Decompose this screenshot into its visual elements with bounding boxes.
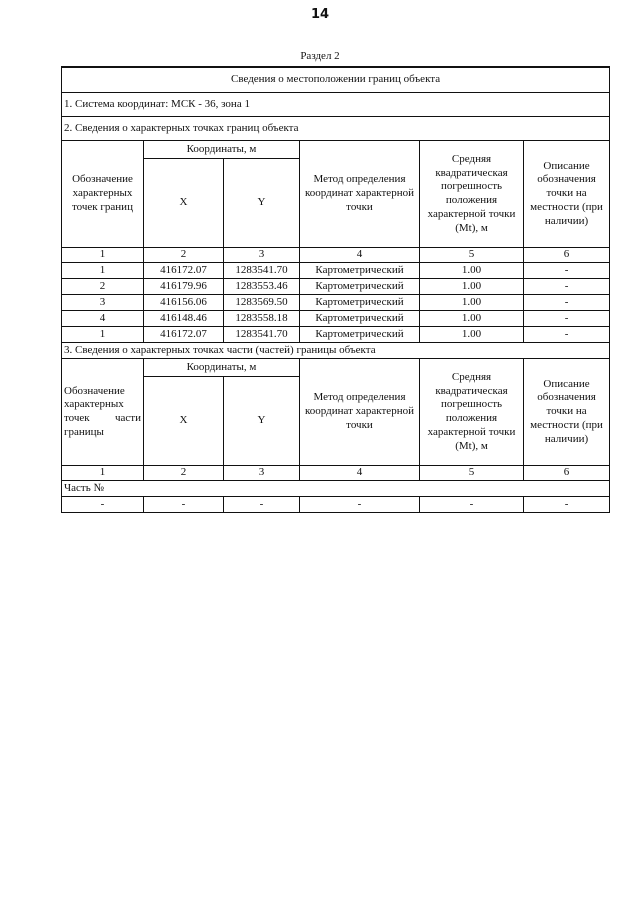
col-number: 2 [144,248,224,263]
section-title: Раздел 2 [300,50,340,62]
table-row [62,263,610,279]
error: 1.00 [420,327,524,343]
error: 1.00 [420,279,524,295]
point-id: 1 [62,263,144,279]
empty-cell: - [300,497,420,513]
coord-system: 1. Система координат: МСК - 36, зона 1 [62,93,610,117]
method: Картометрический [300,311,420,327]
col-number: 4 [300,248,420,263]
col-number: 4 [300,466,420,481]
empty-cell: - [224,497,300,513]
coord-y: 1283541.70 [224,263,300,279]
error: 1.00 [420,263,524,279]
description: - [524,295,610,311]
section2-heading: 2. Сведения о характерных точках границ объекта [62,117,610,141]
table-row [62,295,610,311]
point-id: 3 [62,295,144,311]
table-row [62,279,610,295]
header-x: X [144,377,224,466]
col-number: 6 [524,248,610,263]
coord-x: 416156.06 [144,295,224,311]
empty-cell: - [524,497,610,513]
designation-line: границы [64,425,104,438]
header-y: Y [224,377,300,466]
description: - [524,327,610,343]
point-id: 4 [62,311,144,327]
description: - [524,311,610,327]
coord-x: 416179.96 [144,279,224,295]
header-method: Метод определения координат характерной точки [300,359,420,466]
error: 1.00 [420,295,524,311]
coord-y: 1283541.70 [224,327,300,343]
description: - [524,279,610,295]
col-number: 2 [144,466,224,481]
coord-x: 416148.46 [144,311,224,327]
col-number: 1 [62,248,144,263]
page-number: 14 [310,7,330,22]
col-number: 6 [524,466,610,481]
point-id: 1 [62,327,144,343]
table-title: Сведения о местоположении границ объекта [62,67,610,93]
header-description: Описание обозначения точки на местности (при наличии) [524,141,610,248]
designation-line: характерных [64,398,124,411]
designation-line: Обозначение [64,384,125,397]
coord-y: 1283569.50 [224,295,300,311]
header-method: Метод определения координат характерной точки [300,141,420,248]
part-label: Часть № [62,481,610,497]
designation-line: точек части [64,412,141,424]
col-number: 1 [62,466,144,481]
method: Картометрический [300,295,420,311]
point-id: 2 [62,279,144,295]
table-row [62,311,610,327]
header-designation-part [62,359,144,466]
coord-x: 416172.07 [144,327,224,343]
empty-cell: - [62,497,144,513]
header-error: Средняя квадратическая погрешность положения характерной точки (Mt), м [420,359,524,466]
coord-x: 416172.07 [144,263,224,279]
col-number: 5 [420,248,524,263]
header-coords: Координаты, м [144,359,300,377]
empty-cell: - [420,497,524,513]
coord-y: 1283553.46 [224,279,300,295]
section3-heading: 3. Сведения о характерных точках части (частей) границы объекта [62,343,610,359]
header-error: Средняя квадратическая погрешность положения характерной точки (Mt), м [420,141,524,248]
col-number: 3 [224,248,300,263]
header-description: Описание обозначения точки на местности (при наличии) [524,359,610,466]
table-row [62,327,610,343]
header-designation: Обозначение характерных точек границ [62,141,144,248]
header-y: Y [224,159,300,248]
table-row [62,497,610,513]
coord-y: 1283558.18 [224,311,300,327]
col-number: 5 [420,466,524,481]
method: Картометрический [300,279,420,295]
method: Картометрический [300,327,420,343]
method: Картометрический [300,263,420,279]
empty-cell: - [144,497,224,513]
description: - [524,263,610,279]
boundary-table [61,66,610,513]
error: 1.00 [420,311,524,327]
col-number: 3 [224,466,300,481]
header-x: X [144,159,224,248]
header-coords: Координаты, м [144,141,300,159]
